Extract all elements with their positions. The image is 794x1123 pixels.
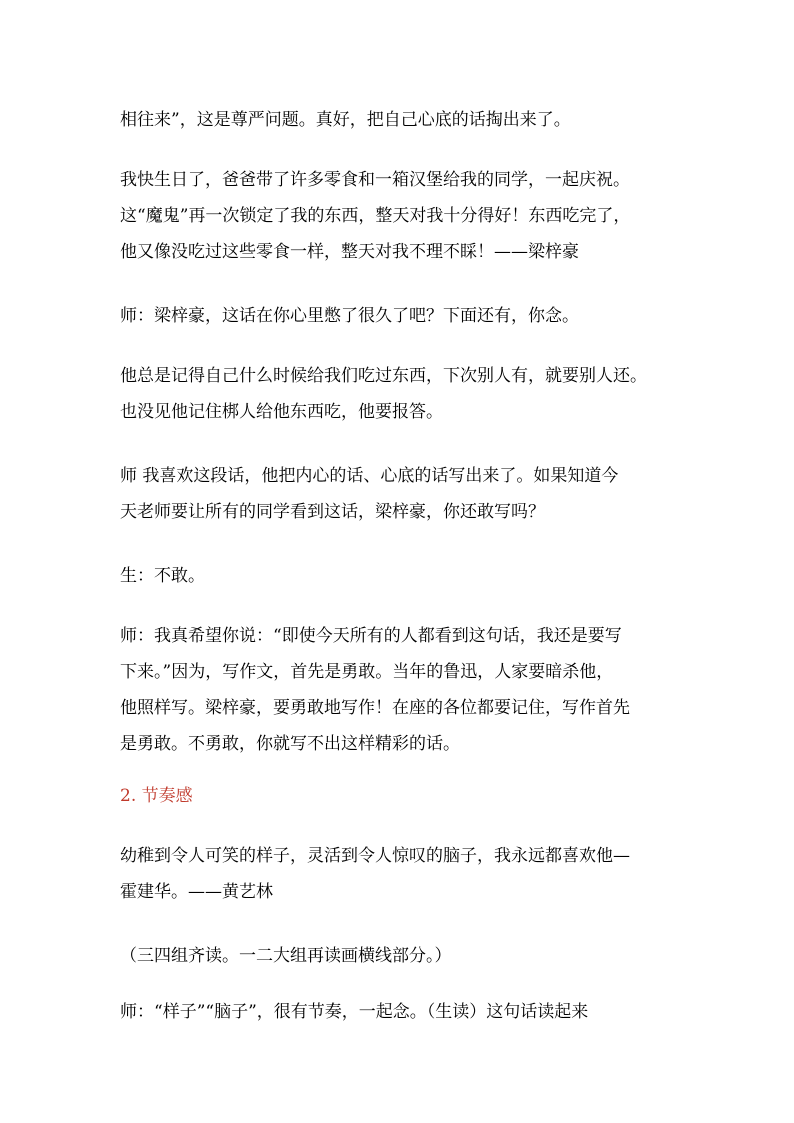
text-line: 我快生日了，爸爸带了许多零食和一箱汉堡给我的同学，一起庆祝。 (120, 170, 630, 190)
paragraph-9 (120, 938, 452, 974)
text-line: 霍建华。——黄艺林 (120, 882, 273, 902)
text-line: 师 我喜欢这段话，他把内心的话、心底的话写出来了。如果知道今 (120, 466, 619, 486)
paragraph-4 (120, 358, 647, 430)
text-line: 天老师要让所有的同学看到这话，梁梓豪，你还敢写吗？ (120, 502, 545, 522)
paragraph-1 (120, 102, 571, 138)
text-line: 生：不敢。 (120, 566, 205, 586)
text-line: 下来。”因为，写作文，首先是勇敢。当年的鲁迅，人家要暗杀他， (120, 662, 614, 682)
text-line: 他总是记得自己什么时候给我们吃过东西，下次别人有，就要别人还。 (120, 366, 647, 386)
text-line: 幼稚到令人可笑的样子，灵活到令人惊叹的脑子，我永远都喜欢他— (120, 846, 630, 866)
paragraph-6 (120, 558, 205, 594)
text-line: 师：“样子”“脑子”，很有节奏，一起念。（生读）这句话读起来 (120, 1002, 589, 1022)
paragraph-7 (120, 618, 630, 762)
text-line: 师：梁梓豪，这话在你心里憋了很久了吧？下面还有，你念。 (120, 306, 579, 326)
text-line: 他又像没吃过这些零食一样，整天对我不理不睬！——梁梓豪 (120, 242, 579, 262)
text-line: 也没见他记住梆人给他东西吃，他要报答。 (120, 402, 443, 422)
paragraph-10 (120, 994, 588, 1030)
text-line: （三四组齐读。一二大组再读画横线部分。） (120, 946, 452, 966)
text-line: 他照样写。梁梓豪，要勇敢地写作！在座的各位都要记住，写作首先 (120, 698, 630, 718)
paragraph-8 (120, 838, 630, 910)
section-heading: 2. 节奏感 (120, 786, 193, 806)
paragraph-2 (120, 162, 630, 270)
text-line: 这“魔鬼”再一次锁定了我的东西，整天对我十分得好！东西吃完了， (120, 206, 631, 226)
text-line: 相往来”，这是尊严问题。真好，把自己心底的话掏出来了。 (120, 110, 571, 130)
paragraph-5 (120, 458, 618, 530)
text-line: 是勇敢。不勇敢，你就写不出这样精彩的话。 (120, 734, 460, 754)
paragraph-3 (120, 298, 579, 334)
text-line: 师：我真希望你说：“即使今天所有的人都看到这句话，我还是要写 (120, 626, 622, 646)
